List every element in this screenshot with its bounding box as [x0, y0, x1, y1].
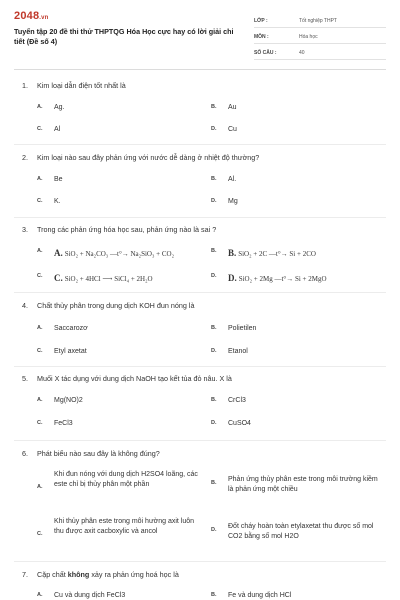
meta-row-class: LỚP : Tốt nghiệp THPT [254, 15, 386, 28]
exam-title: Tuyển tập 20 đề thi thử THPTQG Hóa Học cực hay có lời giải chi tiết (Đề số 4) [14, 27, 234, 46]
meta-row-subject: MÔN : Hóa học [254, 31, 386, 44]
header-divider [14, 69, 386, 70]
q6-option-a[interactable]: A. Khi đun nóng với dung dịch H2SO4 loãng, các este chỉ bị thủy phân một phần [37, 471, 198, 490]
q6-option-d[interactable]: D. Đốt cháy hoàn toàn etylaxetat thu được số mol CO2 bằng số mol H2O [211, 523, 374, 540]
q6-option-c[interactable]: C. Khi thủy phân este trong môi hường axit luôn thu được axit cacboxylic và ancol [37, 518, 195, 537]
exam-header [14, 10, 386, 60]
question-separator [14, 217, 386, 218]
question-separator [14, 292, 386, 293]
q6-option-b[interactable]: B. Phản ứng thủy phân este trong môi trường kiềm là phản ứng một chiều [211, 476, 378, 493]
site-logo[interactable]: 2048.vn [14, 10, 49, 22]
question-separator [14, 144, 386, 145]
exam-meta [254, 15, 386, 63]
exam-page: 2048.vn Tuyển tập 20 đề thi thử THPTQG Hóa Học cực hay có lời giải chi tiết (Đề số 4) LỚP : Tốt nghiệp THPT MÔN : Hóa học SỐ CÂU : 40 1. Kim loại dẫn điện tốt nhất là A. Ag. B. Au C. Al D. Cu 2. Kim loại nào sau đây phản ứng với nước dễ dàng ở nhiệt độ thường? A. Be B. Al. C. K. D. Mg 3. Trong các phản ứng hóa học sau, phản ứng nào là sai ? A. A. SiO₂ + Na₂CO₃ —t°→ Na₂SiO₃ + CO₂ B. B. SiO₂ + 2C —t°→ Si + 2CO C. C. SiO₂ + 4HCl ⟶ SiCl₄ + 2H₂O D. D. SiO₂ + 2Mg —t°→ Si + 2MgO 4. Chất thủy phân trong dung dịch KOH đun nóng là A. Saccarozơ B. Polietilen C. Etyl axetat D. Etanol 5. Muối X tác dụng với dung dịch NaOH tạo kết tủa đỏ nâu. X là A. Mg(NO)2 B. CrCl3 C. FeCl3 D. CuSO4 6. Phát biểu nào sau đây là không đúng? A. Khi đun nóng với dung dịch H2SO4 loãng, các este chỉ bị thủy phân một phần B. Phản ứng thủy phân este trong môi trường kiềm là phản ứng một chiều C. Khi thủy phân este trong môi hường axit luôn thu được axit cacboxylic và ancol D. Đốt cháy hoàn toàn etylaxetat thu được số mol CO2 bằng số mol H2O 7. Cặp chất không xảy ra phản ứng hoá học là A. Cu và dung dịch FeCl3 B. Fe và dung dịch HCl [0, 0, 400, 600]
question-separator [14, 366, 386, 367]
question-separator [14, 440, 386, 441]
question-separator [14, 561, 386, 562]
meta-row-count: SỐ CÂU : 40 [254, 47, 386, 60]
